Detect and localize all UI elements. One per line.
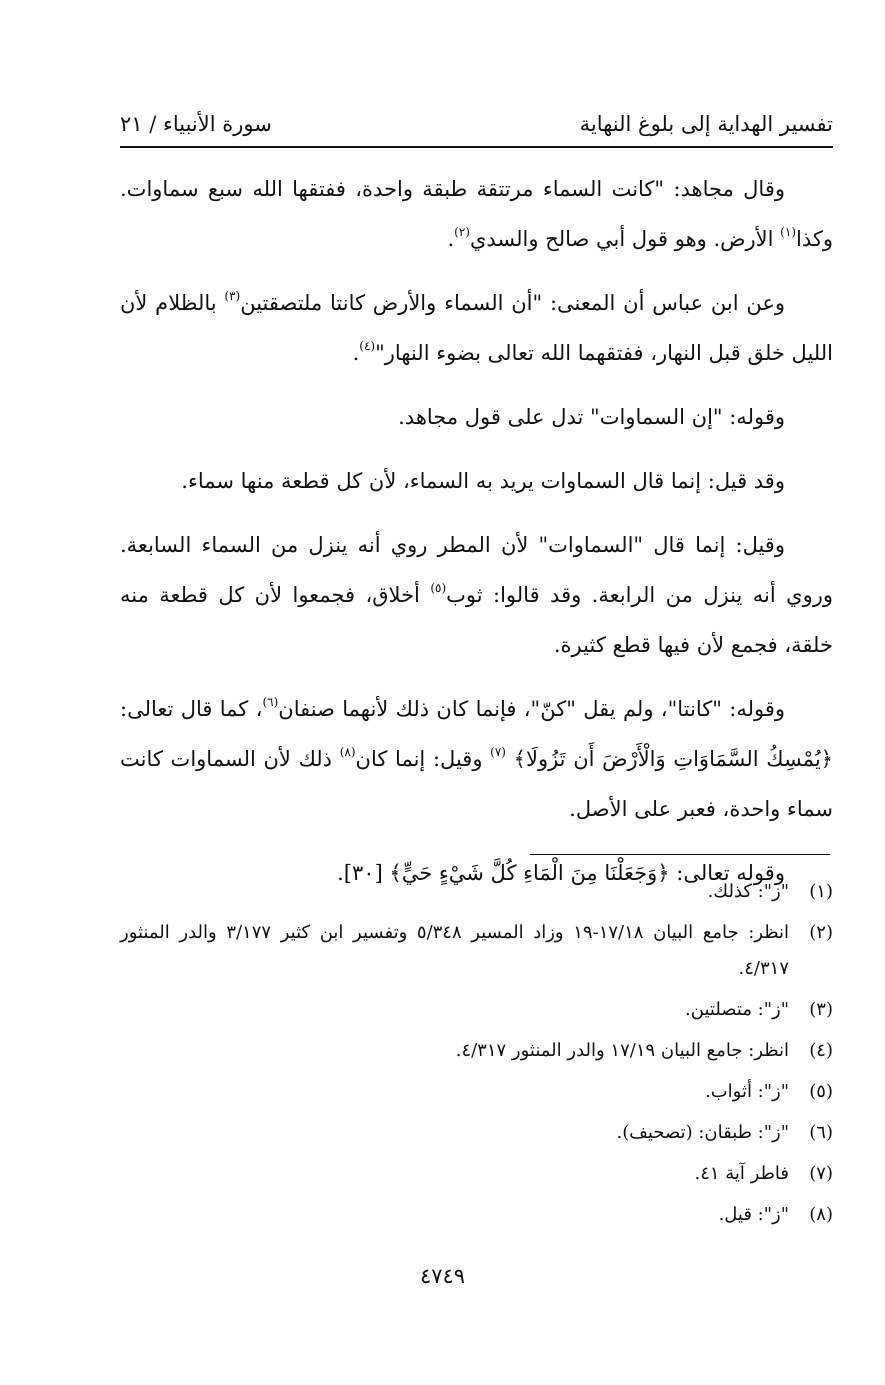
footnote-ref: (٧) (490, 745, 506, 759)
paragraph: وقوله: "كانتا"، ولم يقل "كنّ"، فإنما كان ذلك لأنهما صنفان$^{(٦)}$، كما قال تعالى: ﴿يُمْسِكُ السَّمَاوَاتِ وَالْأَرْضَ أَن تَزُولَا﴾ $^{(٧)}$ وقيل: إنما كان$^{(٨)}$ ذلك لأن السماوات كانت سماء واحدة، فعبر على الأصل. (120, 695, 833, 821)
paragraph: وقوله: "إن السماوات" تدل على قول مجاهد. (398, 405, 785, 429)
footnote-item (120, 1074, 833, 1110)
paragraph: وقيل: إنما قال "السماوات" لأن المطر روي أنه ينزل من السماء السابعة. وروي أنه ينزل من الرابعة. وقد قالوا: ثوب$^{(٥)}$ أخلاق، فجمعوا لأن كل قطعة منه خلقة، فجمع لأن فيها قطع كثيرة. (120, 533, 833, 657)
footnote-ref: (٨) (339, 745, 356, 759)
footnote-text: "ز": متصلتين. (685, 999, 789, 1020)
footnote-separator (530, 854, 830, 855)
footnote-number: (٥) (809, 1081, 833, 1102)
paragraph: وقد قيل: إنما قال السماوات يريد به السماء، لأن كل قطعة منها سماء. (181, 469, 785, 493)
header-rule (120, 146, 833, 148)
footnote-item (120, 874, 833, 910)
footnote-number: (٤) (809, 1040, 833, 1061)
footnote-text: "ز": أثواب. (704, 1081, 789, 1102)
paragraph: وعن ابن عباس أن المعنى: "أن السماء والأرض كانتا ملتصقتين$^{(٣)}$ بالظلام لأن الليل خلق قبل النهار، ففتقهما الله تعالى بضوء النهار"$^{(٤)}$. (120, 289, 833, 365)
footnote-item (120, 1156, 833, 1192)
footnote-text: انظر: جامع البيان ١٧/١٩ والدر المنثور ٤/٣١٧. (455, 1040, 789, 1061)
footnote-item (120, 915, 833, 987)
paragraph: وقال مجاهد: "كانت السماء مرتتقة طبقة واحدة، ففتقها الله سبع سماوات. وكذا$^{(١)}$ الأرض. وهو قول أبي صالح والسدي$^{(٢)}$. (120, 177, 833, 251)
page-number: ٤٧٤٩ (419, 1264, 466, 1288)
footnote-ref: (٥) (430, 581, 447, 595)
quran-verse: ، كما قال تعالى: ﴿يُمْسِكُ السَّمَاوَاتِ وَالْأَرْضَ أَن تَزُولَا﴾ (120, 697, 833, 771)
footnote-number: (٣) (809, 999, 833, 1020)
running-header (120, 104, 833, 144)
footnote-item (120, 992, 833, 1028)
footnote-text: فاطر آية ٤١. (694, 1163, 789, 1184)
footnote-number: (٢) (809, 922, 833, 943)
footnote-number: (٨) (809, 1204, 833, 1225)
footnote-text: "ز": كذلك. (707, 881, 789, 902)
footnote-number: (٧) (809, 1163, 833, 1184)
footnote-ref: (٤) (359, 339, 376, 353)
footnote-text: "ز": قيل. (718, 1204, 789, 1225)
main-text (120, 164, 833, 912)
footnote-ref: (١) (780, 225, 796, 239)
footnote-item (120, 1033, 833, 1069)
footnote-item (120, 1115, 833, 1151)
book-title: تفسير الهداية إلى بلوغ النهاية (579, 112, 833, 136)
footnote-item (120, 1197, 833, 1233)
footnote-text: انظر: جامع البيان ١٧/١٨-١٩ وزاد المسير ٥/٣٤٨ وتفسير ابن كثير ٣/١٧٧ والدر المنثور ٤/٣١٧. (120, 922, 789, 979)
footnote-number: (٦) (809, 1122, 833, 1143)
footnote-text: "ز": طبقان: (تصحيف). (616, 1122, 789, 1143)
footnote-ref: (٦) (262, 695, 279, 709)
quran-verse: وقوله تعالى: ﴿وَجَعَلْنَا مِنَ الْمَاءِ كُلَّ شَيْءٍ حَيٍّ﴾ [٣٠]. (337, 861, 785, 885)
footnote-ref: (٢) (454, 225, 470, 239)
footnotes (120, 874, 833, 1238)
footnote-number: (١) (809, 881, 833, 902)
surah-label: سورة الأنبياء / ٢١ (120, 112, 272, 136)
footnote-ref: (٣) (224, 289, 241, 303)
